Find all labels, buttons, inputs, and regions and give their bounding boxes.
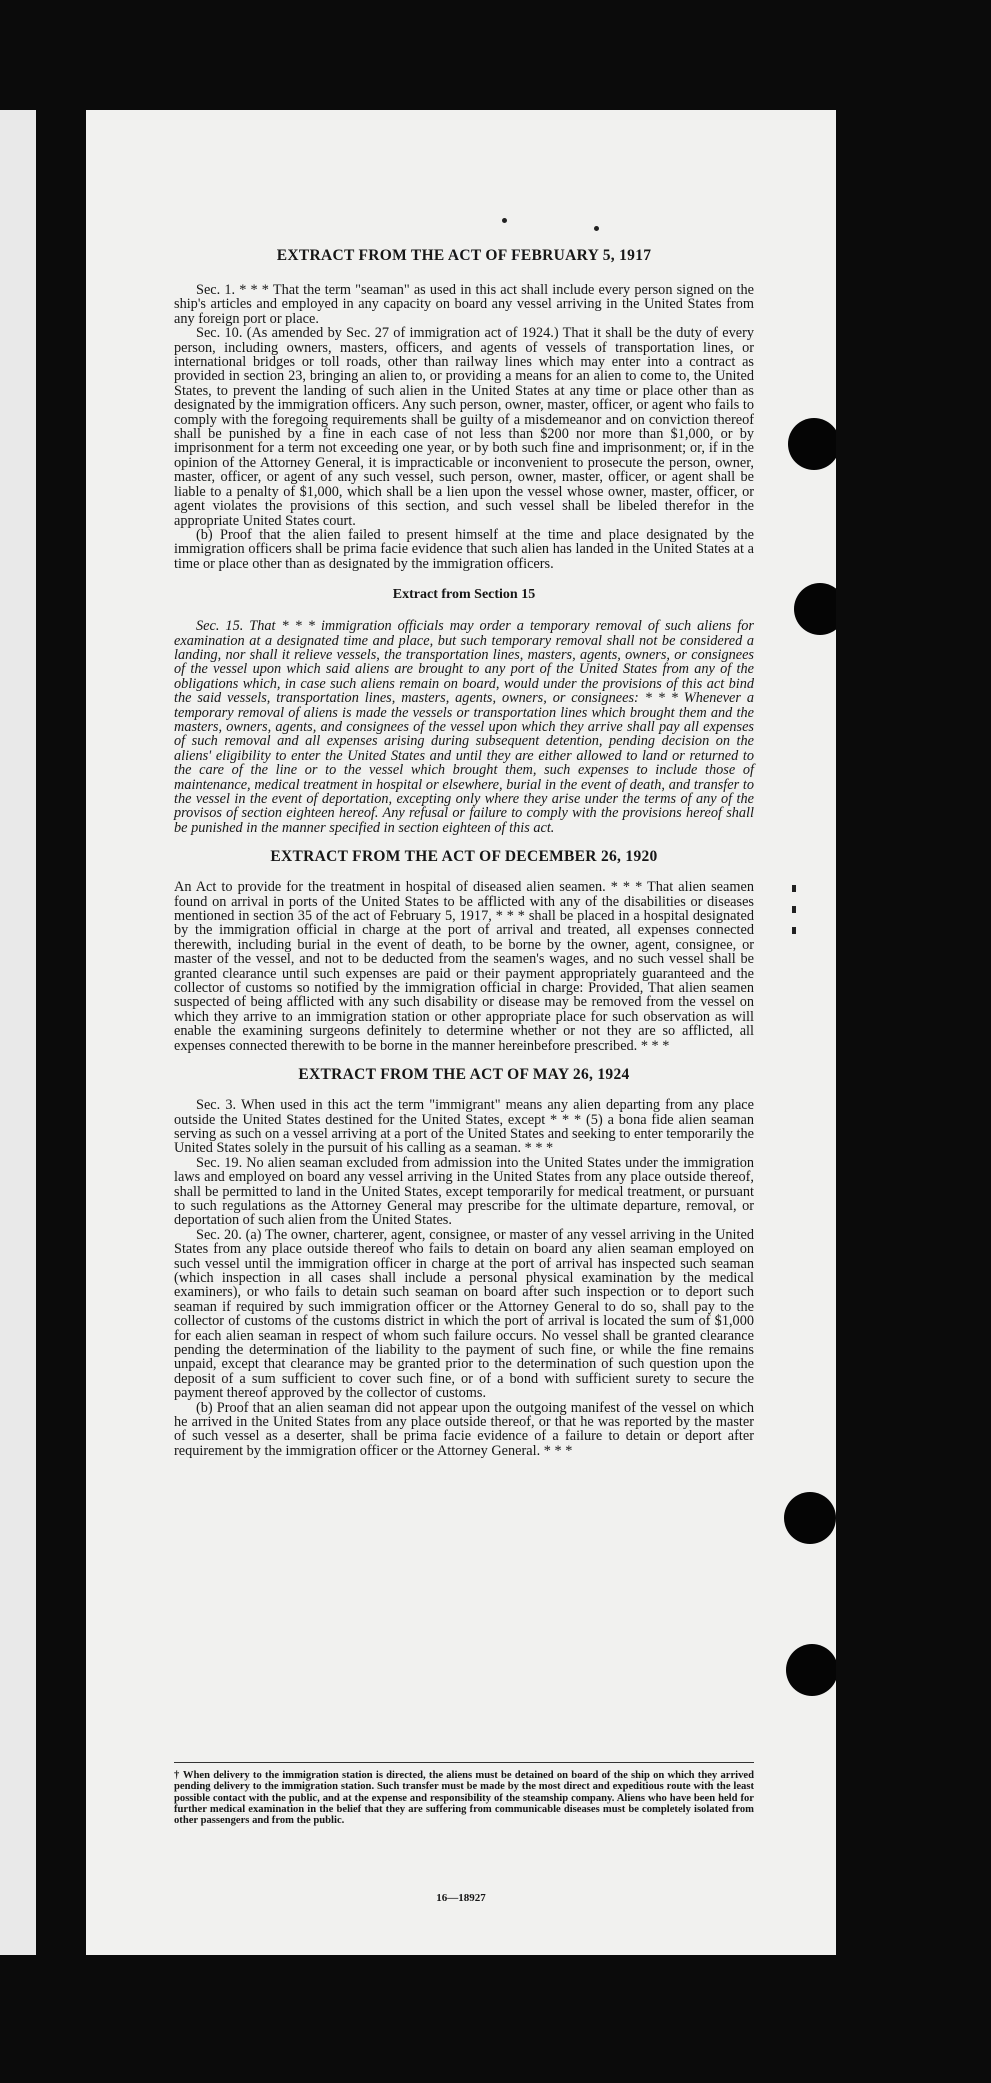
margin-marks bbox=[792, 885, 796, 948]
punch-hole bbox=[784, 1492, 836, 1544]
adjacent-page-edge bbox=[0, 110, 36, 1955]
para-sec-20-b: (b) Proof that an alien seaman did not appear upon the outgoing manifest of the vessel on which he arrived in the United States from any place outside thereof, or that he was reported by the master of such vessel as a deserter, shall be prima facie evidence of a failure to detain or deport after requirement by the immigration officer or the Attorney General. * * * bbox=[174, 1399, 754, 1459]
punch-hole bbox=[794, 583, 836, 635]
heading-act-1924: EXTRACT FROM THE ACT OF MAY 26, 1924 bbox=[298, 1066, 630, 1084]
footnote: † When delivery to the immigration station is directed, the aliens must be detained on board of the ship on which they arrived pending delivery to the immigration station. Such transfer must be made by the most direct and expeditious route with the least possible contact with the public, and at the expense and responsibility of the steamship company. Aliens who have been held for further medical examination in the belief that they are suffering from communicable diseases must be completely isolated from other passengers and from the public. bbox=[174, 1770, 754, 1827]
document-page bbox=[86, 110, 836, 1955]
para-sec-10-b: (b) Proof that the alien failed to present himself at the time and place designated by the immigration officers shall be prima facie evidence that such alien has landed in the United States at a time or place other than as designated by the immigration officers. bbox=[174, 526, 754, 572]
para-sec-10: Sec. 10. (As amended by Sec. 27 of immigration act of 1924.) That it shall be the duty of every person, including owners, masters, officers, and agents of vessels of transportation lines, or international bridges or toll roads, other than railway lines which may enter into a contract as provided in section 23, bringing an alien to, or providing a means for an alien to come to, the United States, to prevent the landing of such alien in the United States at any time or place other than as designated by the immigration officers. Any such person, owner, master, officer, or agent who fails to comply with the foregoing requirements shall be guilty of a misdemeanor and on conviction thereof shall be punished by a fine in each case of not less than $200 nor more than $1,000, or by imprisonment for a term not exceeding one year, or by both such fine and imprisonment; or, if in the opinion of the Attorney General, it is impracticable or inconvenient to prosecute the person, owner, master, officer, or agent of any such vessel, such person, owner, master, officer, or agent shall be liable to a penalty of $1,000, which shall be a lien upon the vessel whose owner, master, officer, or agent violates the provisions of this section, and such vessel shall be libeled therefor in the appropriate United States court. bbox=[174, 325, 754, 529]
heading-act-1920: EXTRACT FROM THE ACT OF DECEMBER 26, 1920 bbox=[270, 848, 658, 866]
heading-act-1917: EXTRACT FROM THE ACT OF FEBRUARY 5, 1917 bbox=[276, 247, 652, 264]
text-column bbox=[174, 110, 754, 1458]
heading-section-15: Extract from Section 15 bbox=[392, 587, 536, 603]
para-sec-1: Sec. 1. * * * That the term "seaman" as used in this act shall include every person signed on the ship's articles and employed in any capacity on board any vessel arriving in the United States from any foreign port or place. bbox=[174, 282, 754, 327]
para-sec-3: Sec. 3. When used in this act the term "immigrant" means any alien departing from any place outside the United States destined for the United States, except * * * (5) a bona fide alien seaman serving as such on a vessel arriving at a port of the United States and seeking to enter temporarily the United States solely in the pursuit of his calling as a seaman. * * * bbox=[174, 1097, 754, 1157]
para-sec-15: Sec. 15. That * * * immigration officials may order a temporary removal of such aliens for examination at a designated time and place, but such temporary removal shall not be considered a landing, nor shall it relieve vessels, the transportation lines, masters, agents, owners, or consignees of the vessel upon which said aliens are brought to any port of the United States from any of the obligations which, in case such aliens remain on board, would under the provisions of this act bind the said vessels, transportation lines, masters, agents, owners, or consignees: * * * Whenever a temporary removal of aliens is made the vessels or transportation lines which brought them and the masters, owners, agents, and consignees of the vessel upon which they arrive shall pay all expenses of such removal and all expenses arising during subsequent detention, pending decision on the aliens' eligibility to enter the United States and until they are either allowed to land or returned to the care of the line or to the vessel which brought them, such expenses to include those of maintenance, medical treatment in hospital or elsewhere, burial in the event of death, and transfer to the vessel in the event of deportation, excepting only where they arise under the terms of any of the provisos of section eighteen hereof. Any refusal or failure to comply with the provisions hereof shall be punished in the manner specified in section eighteen of this act. bbox=[174, 618, 754, 836]
punch-hole bbox=[786, 1644, 836, 1696]
footnote-rule bbox=[174, 1762, 754, 1763]
page-number: 16—18927 bbox=[436, 1892, 486, 1904]
punch-hole bbox=[788, 418, 836, 470]
para-sec-20-a: Sec. 20. (a) The owner, charterer, agent, consignee, or master of any vessel arriving in the United States from any place outside thereof who fails to detain on board any alien seaman employed on such vessel until the immigration officer in charge at the port of arrival has inspected such seaman (which inspection in all cases shall include a personal physical examination by the medical examiners), or who fails to detain such seaman on board after such inspection or to deport such seaman if required by such immigration officer or the Attorney General to do so, shall pay to the collector of customs of the customs district in which the port of arrival is located the sum of $1,000 for each alien seaman in respect of whom such failure occurs. No vessel shall be granted clearance pending the determination of the liability to the payment of such fine, or while the fine remains unpaid, except that clearance may be granted prior to the determination of such question upon the deposit of a sum sufficient to cover such fine, or of a bond with sufficient surety to secure the payment thereof approved by the collector of customs. bbox=[174, 1226, 754, 1402]
para-act-1920: An Act to provide for the treatment in hospital of diseased alien seamen. * * * That alien seamen found on arrival in ports of the United States to be afflicted with any of the disabilities or diseases mentioned in section 35 of the act of February 5, 1917, * * * shall be placed in a hospital designated by the immigration official in charge at the port of arrival and treated, all expenses connected therewith, including burial in the event of death, to be borne by the owner, agent, consignee, or master of the vessel, and not to be deducted from the seamen's wages, and no such vessel shall be granted clearance until such expenses are paid or their payment appropriately guaranteed and the collector of customs so notified by the immigration official in charge: Provided, That alien seamen suspected of being afflicted with any such disability or disease may be removed from the vessel on which they arrive to an immigration station or other appropriate place for such observation as will enable the examining surgeons definitely to determine whether or not they are so afflicted, all expenses connected therewith to be borne in the manner hereinbefore prescribed. * * * bbox=[174, 879, 754, 1054]
footnote-block bbox=[174, 1770, 754, 1826]
para-sec-19: Sec. 19. No alien seaman excluded from admission into the United States under the immigration laws and employed on board any vessel arriving in the United States from any place outside thereof, shall be permitted to land in the United States, except temporarily for medical treatment, or pursuant to such regulations as the Attorney General may prescribe for the ultimate departure, removal, or deportation of such alien from the United States. bbox=[174, 1154, 754, 1229]
